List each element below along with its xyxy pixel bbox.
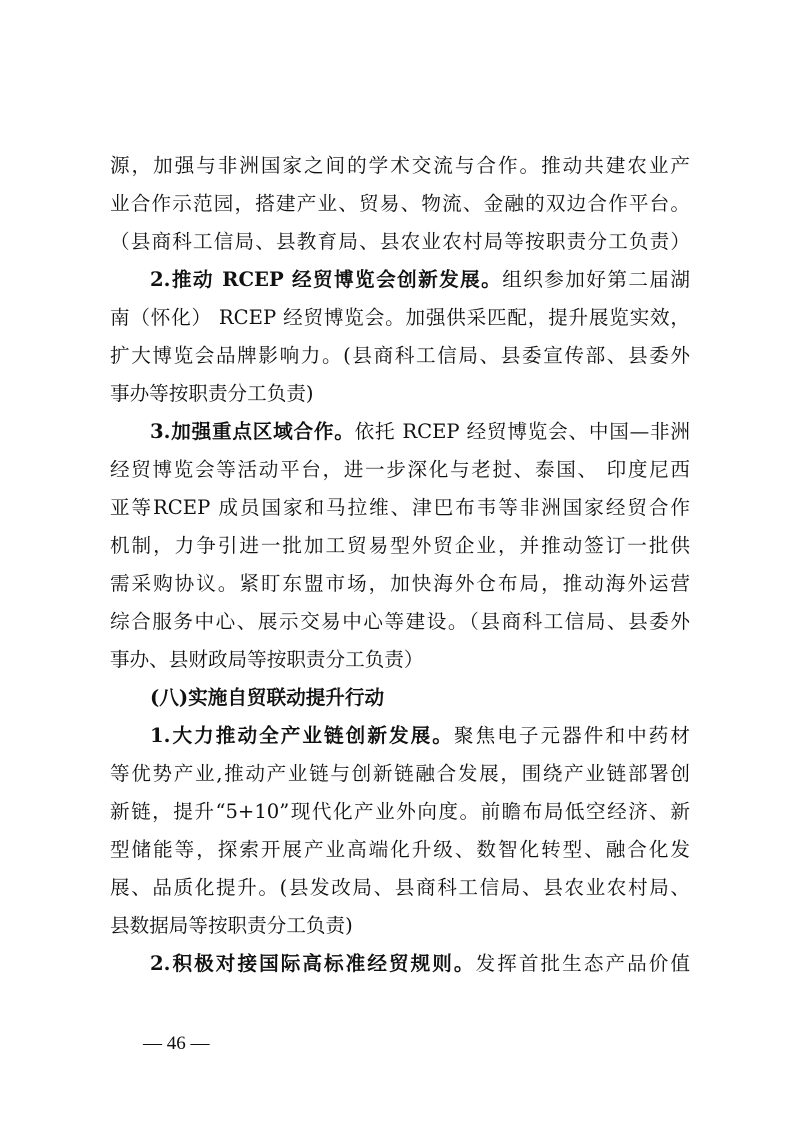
body-line: 等优势产业,推动产业链与创新链融合发展，围绕产业链部署创 [110, 762, 690, 785]
body-line: 南（怀化） RCEP 经贸博览会。加强供采匹配，提升展览实效， [110, 306, 690, 329]
body-line: 型储能等，探索开展产业高端化升级、数智化转型、融合化发 [110, 838, 690, 861]
body-line: （县商科工信局、县教育局、县农业农村局等按职责分工负责） [110, 230, 690, 253]
subsection-heading-line: 2.推动 RCEP 经贸博览会创新发展。组织参加好第二届湖 [150, 268, 690, 291]
body-line: 业合作示范园，搭建产业、贸易、物流、金融的双边合作平台。 [110, 192, 690, 215]
subsection-heading: 3.加强重点区域合作。 [150, 420, 355, 443]
subsection-heading: 2.积极对接国际高标准经贸规则。 [150, 952, 476, 975]
section-heading: (八)实施自贸联动提升行动 [150, 686, 385, 709]
subsection-heading-line: 1.大力推动全产业链创新发展。聚焦电子元器件和中药材 [150, 724, 690, 747]
body-line: 事办、县财政局等按职责分工负责） [110, 648, 424, 671]
subsection-heading: 2.推动 RCEP 经贸博览会创新发展。 [150, 268, 503, 291]
body-line: 需采购协议。紧盯东盟市场，加快海外仓布局，推动海外运营 [110, 572, 690, 595]
body-line: 新链，提升“5+10”现代化产业外向度。前瞻布局低空经济、新 [110, 800, 690, 823]
body-line: 县数据局等按职责分工负责) [110, 914, 353, 937]
body-line: 机制，力争引进一批加工贸易型外贸企业，并推动签订一批供 [110, 534, 690, 557]
subsection-heading-line: 2.积极对接国际高标准经贸规则。发挥首批生态产品价值 [150, 952, 690, 975]
body-line: 经贸博览会等活动平台，进一步深化与老挝、泰国、 印度尼西 [110, 458, 690, 481]
subsection-heading-line: 3.加强重点区域合作。依托 RCEP 经贸博览会、中国—非洲 [150, 420, 690, 443]
body-line: 源，加强与非洲国家之间的学术交流与合作。推动共建农业产 [110, 154, 690, 177]
body-line: 综合服务中心、展示交易中心等建设。（县商科工信局、县委外 [110, 610, 690, 633]
body-line: 扩大博览会品牌影响力。(县商科工信局、县委宣传部、县委外 [110, 344, 690, 367]
body-line: 事办等按职责分工负责) [110, 382, 314, 405]
body-line: 展、品质化提升。(县发改局、县商科工信局、县农业农村局、 [110, 876, 690, 899]
subsection-heading: 1.大力推动全产业链创新发展。 [150, 724, 454, 747]
body-line: 亚等RCEP 成员国家和马拉维、津巴布韦等非洲国家经贸合作 [110, 496, 690, 519]
page-number: — 46 — [143, 1033, 210, 1054]
